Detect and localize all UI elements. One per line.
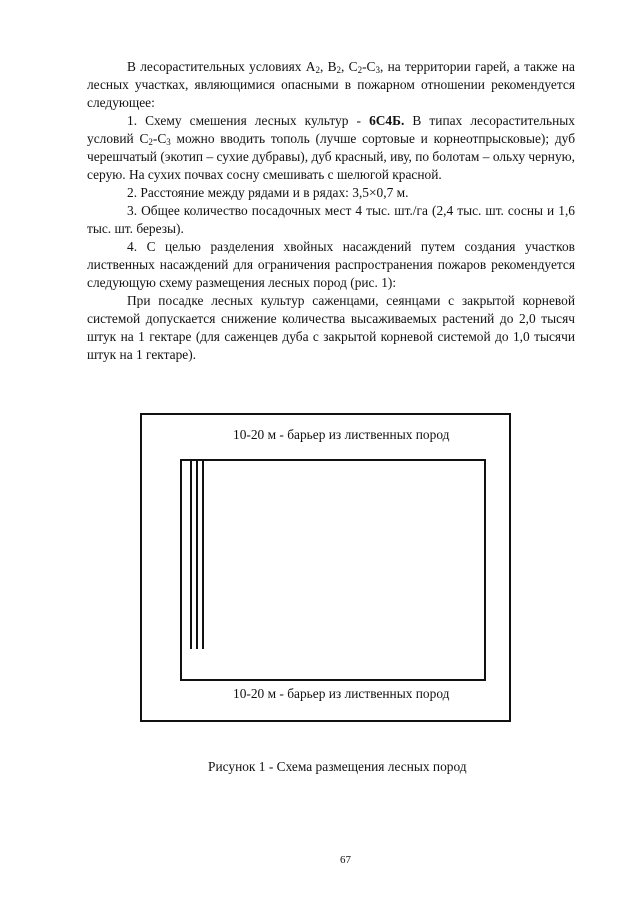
paragraph-intro: В лесорастительных условиях $А_2$, $В_2$, $С_2-С_3$, на территории гарей, а также на лесных участках, являющимися опасными в пожарном отношении рекомендуется следующее: bbox=[87, 59, 575, 110]
figure-caption: Рисунок 1 - Схема размещения лесных пород bbox=[208, 759, 467, 774]
row-line-3 bbox=[202, 459, 204, 649]
figure-inner-plot bbox=[180, 459, 486, 681]
paragraph-item-3: 3. Общее количество посадочных мест 4 тыс. шт./га (2,4 тыс. шт. сосны и 1,6 тыс. шт. березы). bbox=[87, 203, 575, 236]
page-number: 67 bbox=[340, 854, 351, 866]
barrier-bottom-label: 10-20 м - барьер из лиственных пород bbox=[233, 686, 450, 701]
body-text bbox=[87, 58, 575, 364]
paragraph-seedlings: При посадке лесных культур саженцами, сеянцами с закрытой корневой системой допускается снижение количества высаживаемых растений до 2,0 тысяч штук на 1 гектаре (для саженцев дуба с закрытой корневой системой до 1,0 тысячи штук на 1 гектаре). bbox=[87, 293, 575, 362]
barrier-top-label: 10-20 м - барьер из лиственных пород bbox=[233, 427, 450, 442]
row-line-1 bbox=[190, 459, 192, 649]
row-line-2 bbox=[196, 459, 198, 649]
paragraph-item-1: 1. Схему смешения лесных культур - 6С4Б. В типах лесорастительных условий $С_2-С_3$ можно вводить тополь (лучше сортовые и корнеотпрысковые); дуб черешчатый (экотип – сухие дубравы), дуб красный, иву, по болотам – ольху черную, серую. На сухих почвах сосну смешивать с шелюгой красной. bbox=[87, 113, 576, 182]
paragraph-item-4: 4. С целью разделения хвойных насаждений путем создания участков лиственных насаждений для ограничения распространения пожаров рекомендуется следующую схему размещения лесных пород (рис. 1): bbox=[87, 239, 575, 290]
paragraph-item-2: 2. Расстояние между рядами и в рядах: 3,5×0,7 м. bbox=[127, 185, 409, 200]
